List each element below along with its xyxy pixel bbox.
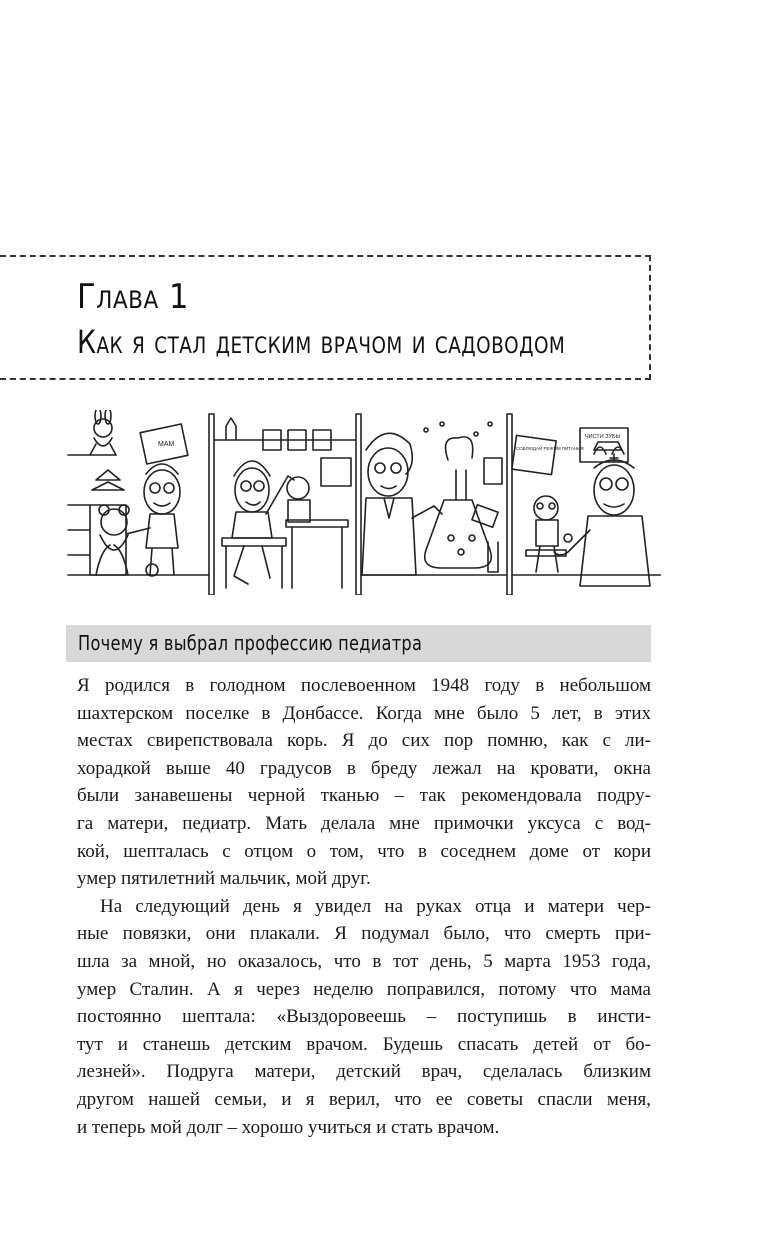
sign-poster-top: ЧИСТИ ЗУБЫ [585,434,621,440]
text-line: Я родился в голодном послевоенном 1948 году в небольшом [77,675,651,696]
text-line: постоянно шептала: «Выздоровеешь – поступишь в инсти- [77,1006,651,1028]
panel-pediatrician [512,428,661,586]
text-line: На следующий день я увидел на руках отца и матери чер- [100,895,651,917]
text-line: ные повязки, они плакали. Я подумал было, что смерть при- [77,923,651,945]
text-line: местах свирепствовала корь. Я до сих пор помню, как с ли- [77,730,651,752]
text-line: шла за мной, но оказалось, что в тот день, 5 марта 1953 года, [77,950,651,972]
text-line: умер Сталин. А я через неделю поправился, потому что мама [77,978,651,1000]
text-line: были занавешены черной тканью – так рекомендовала подру- [77,785,651,807]
panel-school [214,418,356,588]
panel-chemistry [361,422,507,575]
panel-childhood [68,410,209,576]
chapter-title: Как я стал детским врачом и садоводом [77,323,566,361]
chapter-header-box [0,255,651,380]
section-header [66,625,651,662]
chapter-illustration [66,410,661,595]
text-line: умер пятилетний мальчик, мой друг. [77,868,371,890]
text-line: га матери, педиатр. Мать делала мне примочки уксуса с вод- [77,812,651,834]
text-line: хорадкой выше 40 градусов в бреду лежал на кровати, окна [77,757,651,779]
text-line: и теперь мой долг – хорошо учиться и стать врачом. [77,1116,500,1138]
section-title: Почему я выбрал профессию педиатра [78,631,423,655]
text-line: тут и станешь детским врачом. Будешь спасать детей от бо- [77,1033,651,1055]
text-line: другом нашей семьи, и я верил, что ее советы спасли меня, [77,1088,651,1110]
text-line: шахтерском поселке в Донбассе. Когда мне было 5 лет, в этих [77,702,651,724]
sign-small: МАМ [158,441,175,448]
sign-poster-left: СОБЛЮДАЙ РЕЖИМ ПИТАНИЯ [516,446,584,451]
body-text [77,672,651,1141]
text-line: кой, шепталась с отцом о том, что в соседнем доме от кори [77,840,651,862]
text-line: лезней». Подруга матери, детский врач, сделалась близким [77,1061,651,1083]
chapter-number: Глава 1 [77,277,189,317]
